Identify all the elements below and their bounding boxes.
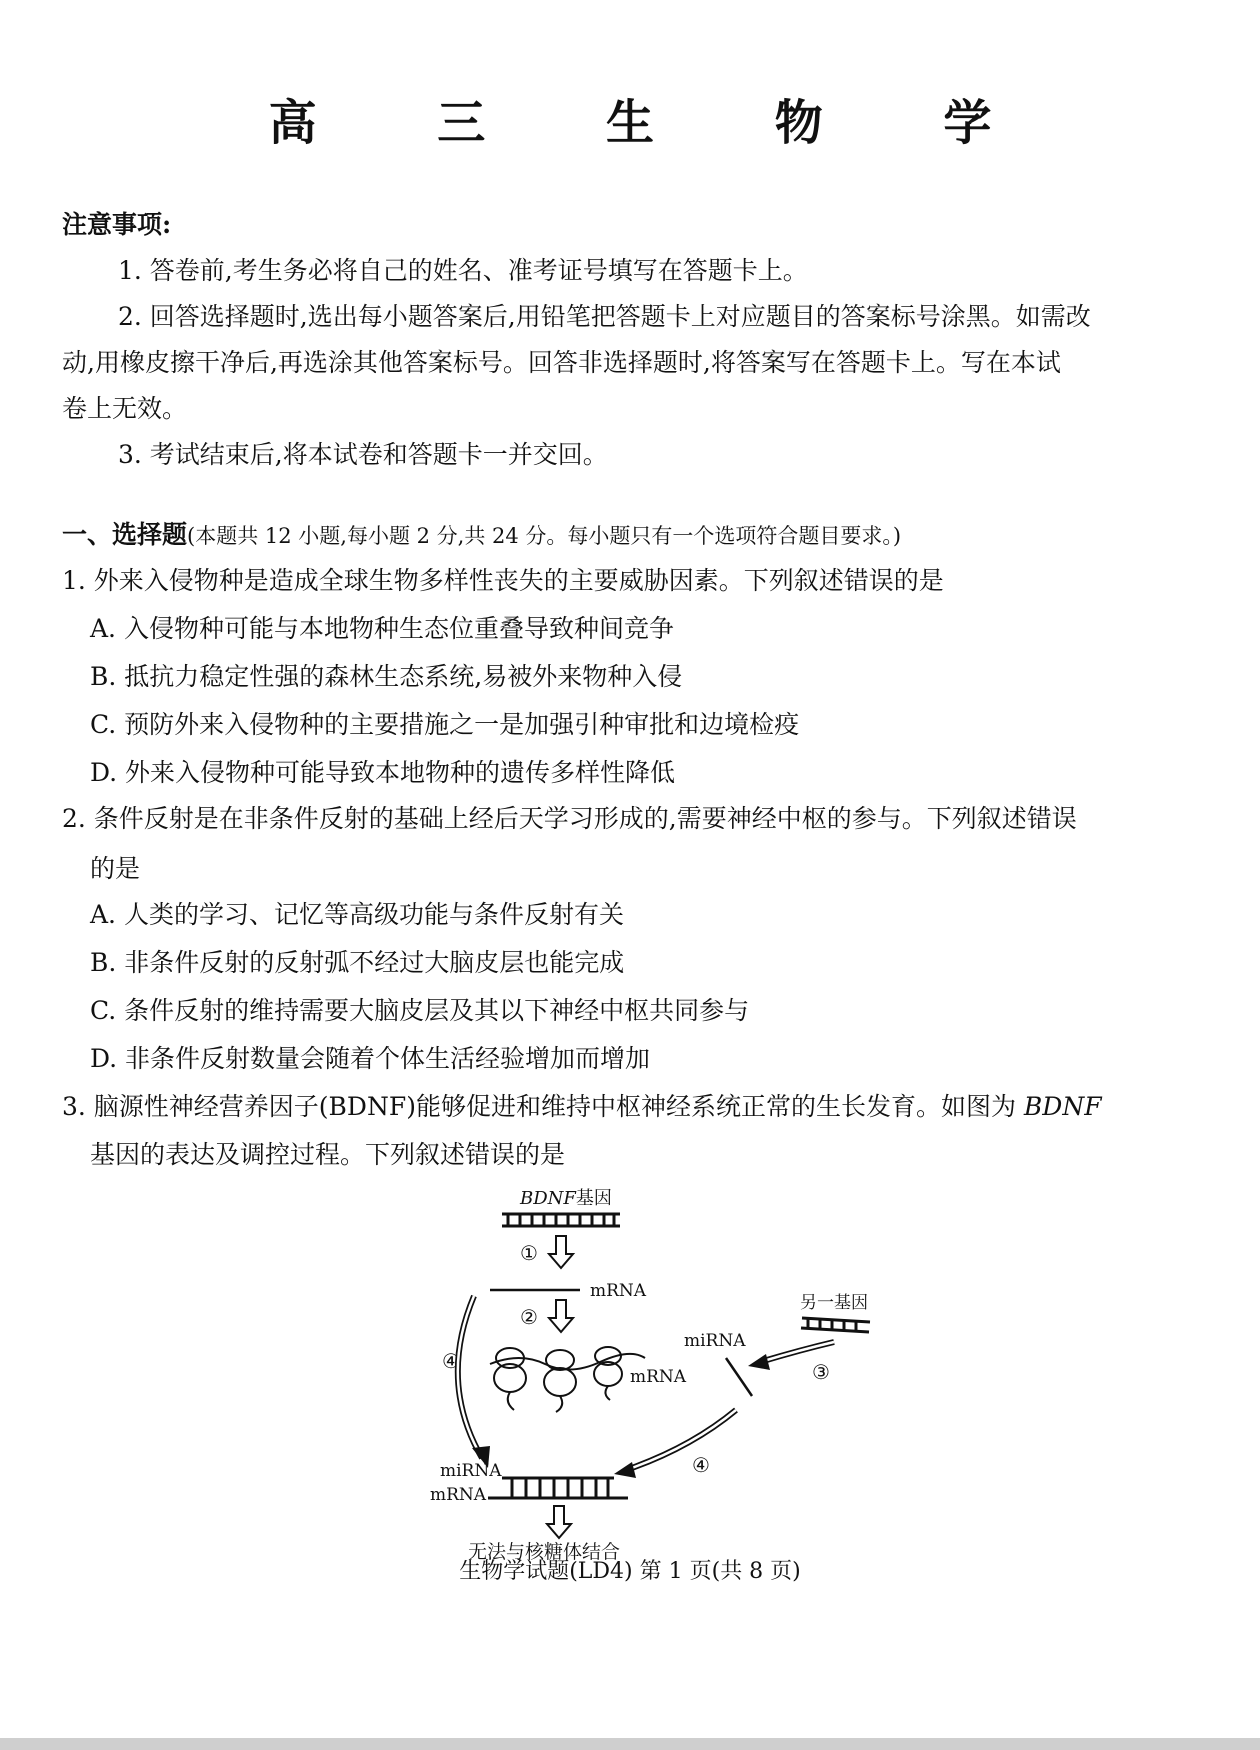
step-2-label: ② bbox=[520, 1305, 538, 1329]
bdnf-gene-label bbox=[519, 1188, 612, 1209]
q2-option-a: A. 人类的学习、记忆等高级功能与条件反射有关 bbox=[90, 900, 624, 929]
q3-stem bbox=[62, 1090, 1102, 1124]
step-1-label: ① bbox=[520, 1241, 538, 1265]
bdnf-gene-label-italic: BDNF bbox=[520, 1188, 576, 1209]
mirna-strand bbox=[726, 1358, 752, 1396]
step-3-label: ③ bbox=[812, 1360, 830, 1384]
step-3-arrow-inner bbox=[760, 1342, 834, 1362]
other-gene-dna bbox=[801, 1318, 870, 1332]
step-2-arrow bbox=[549, 1300, 573, 1332]
bdnf-gene-dna bbox=[502, 1214, 620, 1226]
step-1-arrow bbox=[549, 1236, 573, 1268]
q3-stem-text: 3. 脑源性神经营养因子(BDNF)能够促进和维持中枢神经系统正常的生长发育。如图为 bbox=[62, 1092, 1024, 1121]
q1-option-b: B. 抵抗力稳定性强的森林生态系统,易被外来物种入侵 bbox=[90, 662, 683, 691]
ribosomes-on-mrna bbox=[490, 1347, 645, 1412]
section-note: (本题共 12 小题,每小题 2 分,共 24 分。每小题只有一个选项符合题目要求。) bbox=[187, 524, 902, 548]
result-label: 无法与核糖体结合 bbox=[468, 1541, 621, 1562]
notice-heading: 注意事项: bbox=[62, 210, 172, 239]
page-title: 高 三 生 物 学 bbox=[268, 95, 1044, 151]
step-4-right-arrowhead bbox=[614, 1462, 636, 1478]
bdnf-gene-label-rest: 基因 bbox=[575, 1188, 612, 1209]
q2-option-c: C. 条件反射的维持需要大脑皮层及其以下神经中枢共同参与 bbox=[90, 996, 750, 1025]
q2-stem-cont: 的是 bbox=[90, 854, 141, 883]
step-4-left-arrow-inner bbox=[458, 1296, 482, 1458]
step-4-right-label: ④ bbox=[692, 1453, 710, 1477]
q2-stem: 2. 条件反射是在非条件反射的基础上经后天学习形成的,需要神经中枢的参与。下列叙述错误 bbox=[62, 804, 1077, 833]
q2-option-b: B. 非条件反射的反射弧不经过大脑皮层也能完成 bbox=[90, 948, 625, 977]
notice-item-3: 3. 考试结束后,将本试卷和答题卡一并交回。 bbox=[118, 440, 608, 469]
mrna-mid-label: mRNA bbox=[630, 1367, 687, 1387]
other-gene-label: 另一基因 bbox=[800, 1293, 868, 1313]
q3-stem-cont: 基因的表达及调控过程。下列叙述错误的是 bbox=[90, 1140, 566, 1169]
step-4-left-label: ④ bbox=[442, 1349, 460, 1373]
bdnf-expression-diagram bbox=[430, 1182, 890, 1562]
notice-item-2-cont: 动,用橡皮擦干净后,再选涂其他答案标号。回答非选择题时,将答案写在答题卡上。写在本试 bbox=[62, 348, 1061, 377]
mirna-bottom-label: miRNA bbox=[440, 1461, 502, 1481]
q1-option-a: A. 入侵物种可能与本地物种生态位重叠导致种间竞争 bbox=[90, 614, 674, 643]
page-footer: 生物学试题(LD4) 第 1 页(共 8 页) bbox=[459, 1559, 801, 1584]
mrna-top-label: mRNA bbox=[590, 1281, 647, 1301]
notice-item-2-cont2: 卷上无效。 bbox=[62, 394, 188, 423]
bottom-scan-edge bbox=[0, 1738, 1260, 1750]
result-arrow bbox=[547, 1506, 571, 1538]
q1-option-c: C. 预防外来入侵物种的主要措施之一是加强引种审批和边境检疫 bbox=[90, 710, 800, 739]
step-4-right-arrow-outer bbox=[626, 1410, 736, 1470]
section-title: 一、选择题 bbox=[62, 520, 188, 549]
q1-stem: 1. 外来入侵物种是造成全球生物多样性丧失的主要威胁因素。下列叙述错误的是 bbox=[62, 566, 944, 595]
q2-option-d: D. 非条件反射数量会随着个体生活经验增加而增加 bbox=[90, 1044, 651, 1073]
mrna-bottom-label: mRNA bbox=[430, 1485, 487, 1505]
notice-item-1: 1. 答卷前,考生务必将自己的姓名、准考证号填写在答题卡上。 bbox=[118, 256, 808, 285]
q1-option-d: D. 外来入侵物种可能导致本地物种的遗传多样性降低 bbox=[90, 758, 676, 787]
notice-item-2: 2. 回答选择题时,选出每小题答案后,用铅笔把答题卡上对应题目的答案标号涂黑。如需改 bbox=[118, 302, 1091, 331]
section-heading bbox=[62, 518, 901, 553]
mirna-mrna-duplex bbox=[488, 1478, 628, 1498]
q3-gene-name: BDNF bbox=[1023, 1092, 1102, 1121]
step-3-arrowhead bbox=[748, 1354, 770, 1370]
mirna-label: miRNA bbox=[684, 1331, 746, 1351]
